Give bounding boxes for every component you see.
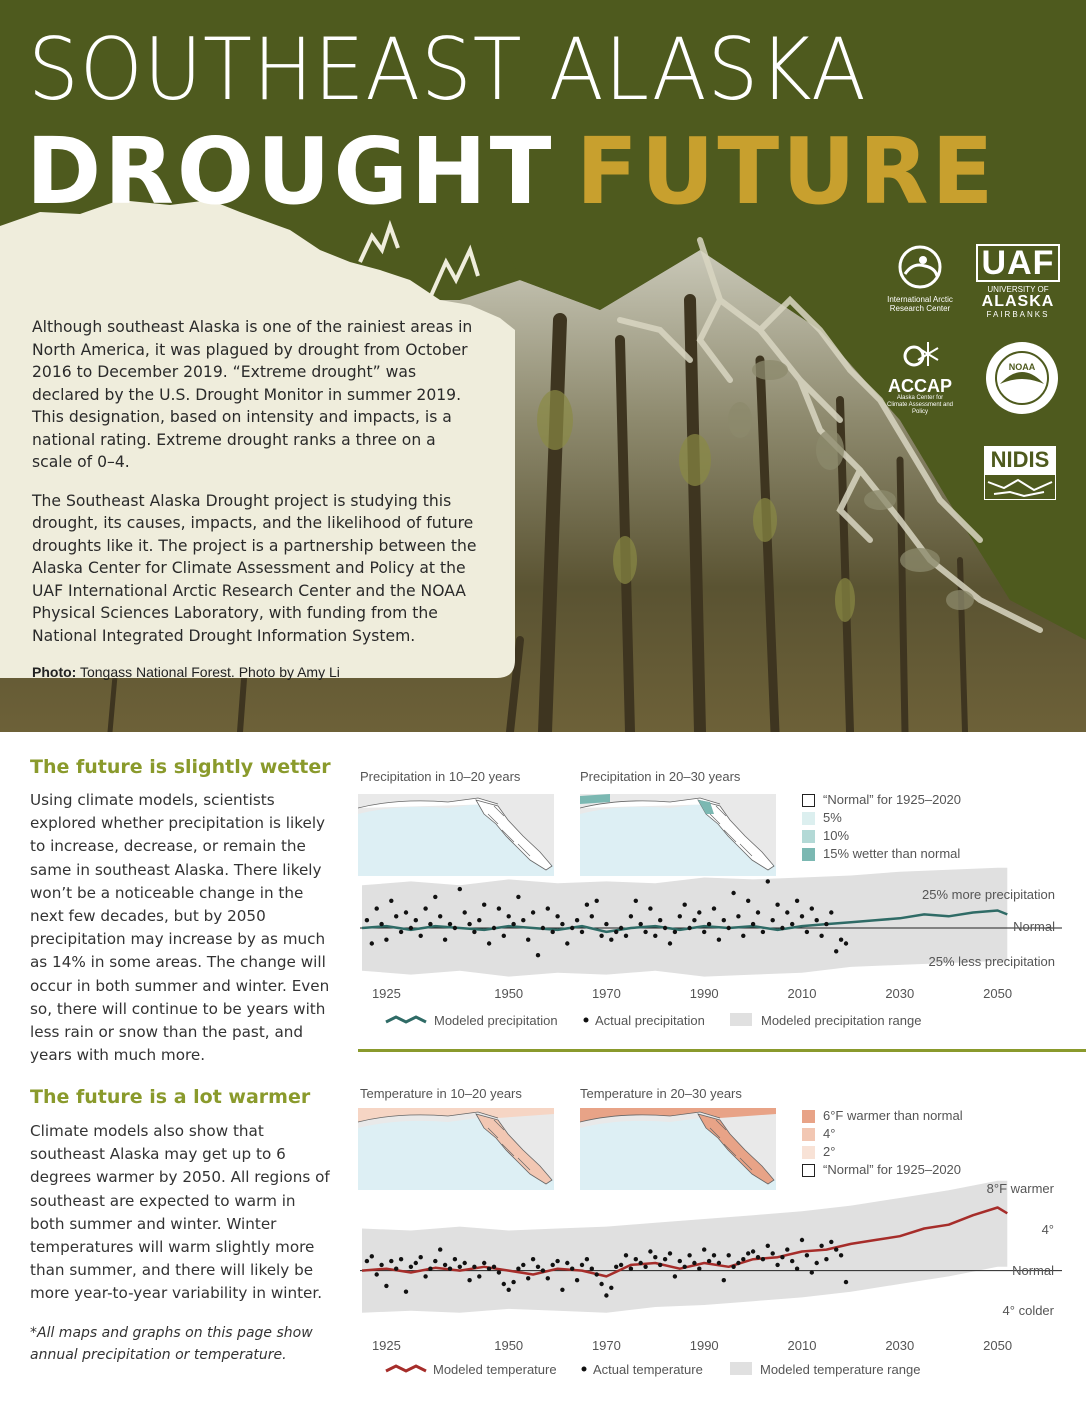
precip-actual-point: [409, 926, 413, 930]
temp-actual-point: [785, 1247, 789, 1251]
precip-actual-point: [805, 930, 809, 934]
temp-label-colder: 4° colder: [1002, 1303, 1054, 1318]
precip-map-2-title: Precipitation in 20–30 years: [580, 769, 741, 784]
precip-actual-point: [404, 910, 408, 914]
precip-legend-range: Modeled precipitation range: [761, 1013, 922, 1028]
precip-actual-point: [771, 918, 775, 922]
precip-actual-point: [516, 895, 520, 899]
precip-actual-point: [531, 910, 535, 914]
intro-paragraph-2: The Southeast Alaska Drought project is studying this drought, its causes, impacts, and the likelihood of future droughts like it. The project is a partnership between the Alaska Center for Climate Assessment and Policy at the UAF International Arctic Research Center and the NOAA Physical Sciences Laboratory, with funding from the National Integrated Drought Information System.: [32, 491, 477, 645]
precip-actual-point: [829, 910, 833, 914]
precip-actual-point: [619, 926, 623, 930]
temp-actual-point: [370, 1254, 374, 1258]
precip-key-swatch: [802, 794, 815, 807]
title-line-2: [26, 118, 997, 225]
precip-actual-point: [492, 926, 496, 930]
temp-actual-point: [824, 1257, 828, 1261]
precip-actual-point: [541, 926, 545, 930]
nidis-mark: NIDIS: [984, 446, 1056, 474]
temp-actual-point: [810, 1270, 814, 1274]
temp-actual-point: [790, 1259, 794, 1263]
precip-actual-point: [790, 922, 794, 926]
precip-actual-point: [482, 903, 486, 907]
precip-actual-point: [834, 949, 838, 953]
temp-actual-point: [531, 1257, 535, 1261]
precip-actual-point: [551, 930, 555, 934]
precip-actual-point: [428, 922, 432, 926]
precip-actual-point: [595, 899, 599, 903]
precip-key-row: [802, 827, 961, 845]
temp-actual-point: [741, 1257, 745, 1261]
temp-actual-point: [834, 1247, 838, 1251]
nidis-logo: [984, 446, 1056, 505]
precip-actual-point: [766, 879, 770, 883]
precip-key-row: [802, 809, 961, 827]
precip-actual-point: [375, 906, 379, 910]
temp-actual-point: [780, 1255, 784, 1259]
precip-actual-point: [585, 903, 589, 907]
precip-actual-point: [687, 926, 691, 930]
temp-actual-point: [419, 1255, 423, 1259]
precip-actual-point: [634, 899, 638, 903]
temp-actual-point: [526, 1276, 530, 1280]
temp-actual-point: [580, 1263, 584, 1267]
precipitation-chart: [350, 860, 1070, 1040]
temp-x-tick-label: 2030: [885, 1338, 915, 1353]
precip-actual-point: [819, 934, 823, 938]
temp-actual-point: [570, 1267, 574, 1271]
precip-actual-point: [389, 899, 393, 903]
precip-actual-point: [756, 910, 760, 914]
precip-map-1-title: Precipitation in 10–20 years: [360, 769, 521, 784]
precip-actual-point: [507, 914, 511, 918]
precip-actual-point: [643, 930, 647, 934]
temp-actual-point: [731, 1265, 735, 1269]
temp-actual-point: [819, 1244, 823, 1248]
temp-actual-point: [472, 1265, 476, 1269]
temp-actual-point: [585, 1257, 589, 1261]
precip-actual-point: [560, 922, 564, 926]
precip-actual-point: [365, 918, 369, 922]
precip-map-key: [802, 791, 961, 863]
precip-actual-point: [707, 922, 711, 926]
temp-actual-point: [766, 1244, 770, 1248]
precip-actual-point: [604, 922, 608, 926]
temp-actual-point: [604, 1293, 608, 1297]
temp-actual-point: [761, 1257, 765, 1261]
temp-legend-range: Modeled temperature range: [760, 1362, 921, 1377]
temp-legend-actual: Actual temperature: [593, 1362, 703, 1377]
precip-actual-point: [555, 914, 559, 918]
photo-caption: [32, 661, 477, 684]
temp-actual-point: [443, 1263, 447, 1267]
temp-actual-point: [722, 1278, 726, 1282]
temp-map-2-title: Temperature in 20–30 years: [580, 1086, 742, 1101]
temp-actual-point: [707, 1259, 711, 1263]
precip-key-label: “Normal” for 1925–2020: [823, 792, 962, 807]
precip-actual-point: [800, 914, 804, 918]
precip-actual-point: [467, 922, 471, 926]
temp-actual-point: [643, 1265, 647, 1269]
temp-actual-point: [829, 1240, 833, 1244]
temp-actual-point: [658, 1263, 662, 1267]
temp-actual-point: [800, 1238, 804, 1242]
temp-x-tick-label: 1970: [591, 1338, 621, 1353]
temp-key-label: 4°: [823, 1126, 836, 1141]
temp-actual-point: [511, 1280, 515, 1284]
noaa-logo: [984, 340, 1060, 416]
precip-actual-point: [565, 941, 569, 945]
accap-logo: [886, 338, 954, 416]
precip-actual-point: [810, 906, 814, 910]
precip-actual-point: [414, 918, 418, 922]
temp-actual-point: [463, 1261, 467, 1265]
precip-actual-point: [824, 922, 828, 926]
noaa-text: NOAA: [1008, 362, 1036, 372]
section-body-wetter: Using climate models, scientists explored whether precipitation is likely to increase, decrease, or remain the same in southeast Alaska. There likely won’t be a noticeable change in the next few decades, but by 2050 precipitation may increase by as much as 14% in some areas. The change will occur in both summer and winter. Even so, there will continue to be years with less rain or snow than the past, and years with much more.: [30, 791, 330, 1065]
precip-actual-point: [658, 918, 662, 922]
precip-actual-point: [639, 922, 643, 926]
temp-actual-point: [384, 1284, 388, 1288]
uaf-sub-3: FAIRBANKS: [986, 310, 1050, 319]
precip-actual-point: [722, 918, 726, 922]
precip-actual-point: [844, 941, 848, 945]
temp-actual-point: [595, 1272, 599, 1276]
precip-actual-point: [648, 906, 652, 910]
temp-actual-point: [414, 1261, 418, 1265]
temp-actual-point: [624, 1253, 628, 1257]
precip-actual-point: [438, 914, 442, 918]
intro-paragraph-1: Although southeast Alaska is one of the rainiest areas in North America, it was plagued by drought from October 2016 to December 2019. “Extreme drought” was declared by the U.S. Drought Monitor in summer 2019. This designation, based on intensity and impacts, is a national rating. Extreme drought ranks a three on a scale of 0–4.: [32, 318, 473, 471]
temp-actual-point: [795, 1267, 799, 1271]
temp-actual-point: [433, 1259, 437, 1263]
temp-actual-point: [648, 1249, 652, 1253]
precip-label-normal: Normal: [1013, 919, 1055, 934]
temp-actual-point: [634, 1257, 638, 1261]
precip-x-tick-label: 2010: [787, 986, 817, 1001]
precip-key-label: 5%: [823, 810, 842, 825]
precip-actual-point: [497, 906, 501, 910]
temp-map-key: [802, 1107, 963, 1179]
precip-range-band: [362, 868, 1007, 977]
precip-actual-point: [394, 914, 398, 918]
precip-x-tick-label: 1970: [591, 986, 621, 1001]
temp-actual-point: [844, 1280, 848, 1284]
temp-actual-point: [507, 1288, 511, 1292]
temp-x-tick-label: 1925: [371, 1338, 401, 1353]
precip-actual-point: [399, 930, 403, 934]
precip-label-less: 25% less precipitation: [928, 954, 1055, 969]
temp-label-4: 4°: [1041, 1222, 1054, 1237]
temp-actual-point: [521, 1263, 525, 1267]
precip-actual-point: [751, 922, 755, 926]
temp-actual-point: [404, 1290, 408, 1294]
precip-actual-point: [526, 938, 530, 942]
accap-sub: Alaska Center for Climate Assessment and Policy: [886, 395, 954, 415]
precip-x-tick-label: 1950: [494, 986, 524, 1001]
temp-actual-point: [365, 1259, 369, 1263]
precip-key-swatch: [802, 812, 815, 825]
precip-actual-point: [746, 899, 750, 903]
precip-actual-point: [536, 953, 540, 957]
precip-actual-point: [580, 930, 584, 934]
precip-actual-point: [609, 938, 613, 942]
temp-actual-point: [712, 1253, 716, 1257]
temp-actual-point: [448, 1267, 452, 1271]
precip-actual-point: [370, 941, 374, 945]
precip-actual-point: [692, 918, 696, 922]
temp-key-swatch: [802, 1146, 815, 1159]
temp-key-row: [802, 1125, 963, 1143]
temp-actual-point: [453, 1257, 457, 1261]
precip-actual-point: [487, 941, 491, 945]
drought-cracks-icon: [984, 474, 1056, 500]
precip-actual-point: [697, 910, 701, 914]
precip-actual-point: [761, 930, 765, 934]
temp-actual-point: [477, 1274, 481, 1278]
section-heading-warmer: The future is a lot warmer: [30, 1086, 311, 1108]
precip-actual-point: [702, 930, 706, 934]
temp-actual-point: [555, 1259, 559, 1263]
temp-actual-point: [389, 1259, 393, 1263]
precip-actual-point: [614, 930, 618, 934]
temp-actual-point: [815, 1261, 819, 1265]
temp-actual-point: [692, 1261, 696, 1265]
title-word-future: FUTURE: [576, 118, 997, 225]
temp-actual-point: [839, 1253, 843, 1257]
temp-actual-point: [678, 1259, 682, 1263]
precip-label-more: 25% more precipitation: [922, 887, 1055, 902]
temp-legend-modeled: Modeled temperature: [433, 1362, 557, 1377]
precip-actual-point: [731, 891, 735, 895]
temp-actual-point: [619, 1263, 623, 1267]
precip-legend-modeled: Modeled precipitation: [434, 1013, 558, 1028]
intro-text: [32, 316, 477, 684]
precip-actual-point: [419, 934, 423, 938]
precip-actual-point: [423, 906, 427, 910]
precip-actual-point: [463, 910, 467, 914]
iarc-label: International Arctic Research Center: [887, 295, 953, 313]
precip-legend-range-swatch: [730, 1013, 752, 1026]
temp-key-row: [802, 1143, 963, 1161]
temperature-chart: [350, 1175, 1070, 1385]
temp-actual-point: [546, 1276, 550, 1280]
temp-actual-point: [805, 1253, 809, 1257]
temp-range-band: [362, 1181, 1007, 1313]
accap-mark: ACCAP: [887, 376, 952, 396]
temp-actual-point: [497, 1270, 501, 1274]
noaa-seal-icon: [984, 340, 1060, 416]
precip-actual-point: [663, 926, 667, 930]
temp-actual-point: [775, 1263, 779, 1267]
section-heading-wetter: The future is slightly wetter: [30, 756, 331, 778]
precip-actual-point: [815, 918, 819, 922]
uaf-mark: UAF: [976, 244, 1060, 282]
precip-actual-point: [379, 922, 383, 926]
precip-key-row: [802, 791, 961, 809]
temp-actual-point: [629, 1267, 633, 1271]
temp-actual-point: [536, 1265, 540, 1269]
temp-actual-point: [541, 1268, 545, 1272]
precip-actual-point: [839, 938, 843, 942]
temp-actual-point: [756, 1255, 760, 1259]
precip-legend-actual: Actual precipitation: [595, 1013, 705, 1028]
uaf-sub-2: ALASKA: [981, 293, 1055, 310]
temp-actual-point: [409, 1265, 413, 1269]
precip-actual-point: [624, 934, 628, 938]
section-divider: [358, 1049, 1086, 1052]
precip-key-swatch: [802, 830, 815, 843]
temp-key-label: 2°: [823, 1144, 836, 1159]
temp-actual-point: [551, 1263, 555, 1267]
precip-actual-point: [717, 938, 721, 942]
precip-actual-point: [502, 934, 506, 938]
uaf-logo: [976, 244, 1060, 319]
precip-actual-point: [736, 914, 740, 918]
temp-actual-point: [697, 1267, 701, 1271]
photo-caption-credit: Tongass National Forest. Photo by Amy Li: [79, 664, 340, 680]
temp-actual-point: [590, 1267, 594, 1271]
temp-actual-point: [399, 1257, 403, 1261]
temp-actual-point: [458, 1265, 462, 1269]
temp-actual-point: [394, 1267, 398, 1271]
temp-key-label: “Normal” for 1925–2020: [823, 1162, 962, 1177]
title-word-drought: DROUGHT: [26, 118, 555, 225]
temp-actual-point: [492, 1265, 496, 1269]
temp-actual-point: [687, 1253, 691, 1257]
precip-actual-point: [590, 914, 594, 918]
precip-actual-point: [712, 906, 716, 910]
temp-x-tick-label: 1950: [494, 1338, 524, 1353]
snowflake-sun-icon: [900, 338, 940, 372]
temp-actual-point: [736, 1261, 740, 1265]
precip-actual-point: [384, 938, 388, 942]
temp-actual-point: [487, 1267, 491, 1271]
temp-actual-point: [482, 1261, 486, 1265]
temp-actual-point: [746, 1251, 750, 1255]
temp-actual-point: [438, 1247, 442, 1251]
precip-legend-line-swatch: [386, 1017, 426, 1022]
iarc-logo: [880, 244, 960, 313]
temp-legend-dot-swatch: [582, 1367, 587, 1372]
temp-actual-point: [599, 1282, 603, 1286]
precip-x-tick-label: 2030: [885, 986, 915, 1001]
precip-actual-point: [683, 903, 687, 907]
precip-actual-point: [678, 914, 682, 918]
precip-actual-point: [599, 934, 603, 938]
precip-x-tick-label: 1925: [371, 986, 401, 1001]
footnote: *All maps and graphs on this page show annual precipitation or temperature.: [30, 1325, 313, 1363]
temp-x-tick-label: 2050: [983, 1338, 1013, 1353]
temp-actual-point: [673, 1274, 677, 1278]
temp-actual-point: [575, 1278, 579, 1282]
precip-actual-point: [775, 903, 779, 907]
photo-caption-label: Photo:: [32, 664, 77, 680]
temp-actual-point: [516, 1267, 520, 1271]
temp-legend-line-swatch: [386, 1366, 426, 1371]
precip-actual-point: [575, 918, 579, 922]
temp-actual-point: [467, 1278, 471, 1282]
temp-actual-point: [751, 1249, 755, 1253]
precip-actual-point: [521, 918, 525, 922]
precip-actual-point: [472, 930, 476, 934]
temp-actual-point: [683, 1265, 687, 1269]
precip-actual-point: [448, 922, 452, 926]
temp-x-tick-label: 2010: [787, 1338, 817, 1353]
temp-key-swatch: [802, 1128, 815, 1141]
precip-actual-point: [546, 906, 550, 910]
temp-actual-point: [771, 1251, 775, 1255]
precip-actual-point: [785, 910, 789, 914]
temp-label-warmer: 8°F warmer: [986, 1181, 1054, 1196]
precip-actual-point: [629, 914, 633, 918]
precip-actual-point: [511, 922, 515, 926]
precip-x-tick-label: 1990: [689, 986, 719, 1001]
uaf-sub-1: UNIVERSITY OF: [987, 285, 1049, 294]
temp-actual-point: [614, 1265, 618, 1269]
precip-key-swatch: [802, 848, 815, 861]
temp-key-label: 6°F warmer than normal: [823, 1108, 963, 1123]
temp-map-1-title: Temperature in 10–20 years: [360, 1086, 522, 1101]
precip-actual-point: [570, 926, 574, 930]
precip-actual-point: [458, 887, 462, 891]
precip-actual-point: [727, 926, 731, 930]
temp-key-row: [802, 1107, 963, 1125]
temp-actual-point: [379, 1263, 383, 1267]
temp-x-tick-label: 1990: [689, 1338, 719, 1353]
temp-actual-point: [717, 1261, 721, 1265]
temp-actual-point: [609, 1286, 613, 1290]
temp-actual-point: [502, 1282, 506, 1286]
temp-actual-point: [653, 1255, 657, 1259]
temp-actual-point: [663, 1257, 667, 1261]
precip-actual-point: [453, 926, 457, 930]
precip-x-tick-label: 2050: [983, 986, 1013, 1001]
section-body-warmer: Climate models also show that southeast Alaska may get up to 6 degrees warmer by 2050. All regions of southeast are expected to warm in both summer and winter. Winter temperatures will warm slightly more than summer, and there will likely be more year-to-year variability in winter.: [30, 1122, 330, 1303]
temp-key-swatch: [802, 1110, 815, 1123]
precip-actual-point: [653, 934, 657, 938]
temp-actual-point: [423, 1274, 427, 1278]
precip-actual-point: [433, 895, 437, 899]
temp-actual-point: [565, 1261, 569, 1265]
precip-actual-point: [795, 899, 799, 903]
temp-actual-point: [702, 1247, 706, 1251]
precip-actual-point: [741, 934, 745, 938]
temp-actual-point: [639, 1261, 643, 1265]
temp-actual-point: [727, 1253, 731, 1257]
precip-actual-point: [443, 938, 447, 942]
temp-legend-range-swatch: [730, 1362, 752, 1375]
title-line-1: SOUTHEAST ALASKA: [28, 20, 867, 120]
temp-label-normal: Normal: [1012, 1263, 1054, 1278]
temp-actual-point: [375, 1272, 379, 1276]
polar-bear-globe-icon: [895, 244, 945, 290]
precip-actual-point: [673, 930, 677, 934]
precip-legend-dot-swatch: [584, 1018, 589, 1023]
temp-actual-point: [428, 1267, 432, 1271]
temp-actual-point: [560, 1288, 564, 1292]
precip-key-label: 15% wetter than normal: [823, 846, 961, 861]
precip-actual-point: [780, 926, 784, 930]
precip-actual-point: [477, 918, 481, 922]
temp-actual-point: [668, 1251, 672, 1255]
precip-actual-point: [668, 941, 672, 945]
precip-key-label: 10%: [823, 828, 850, 843]
